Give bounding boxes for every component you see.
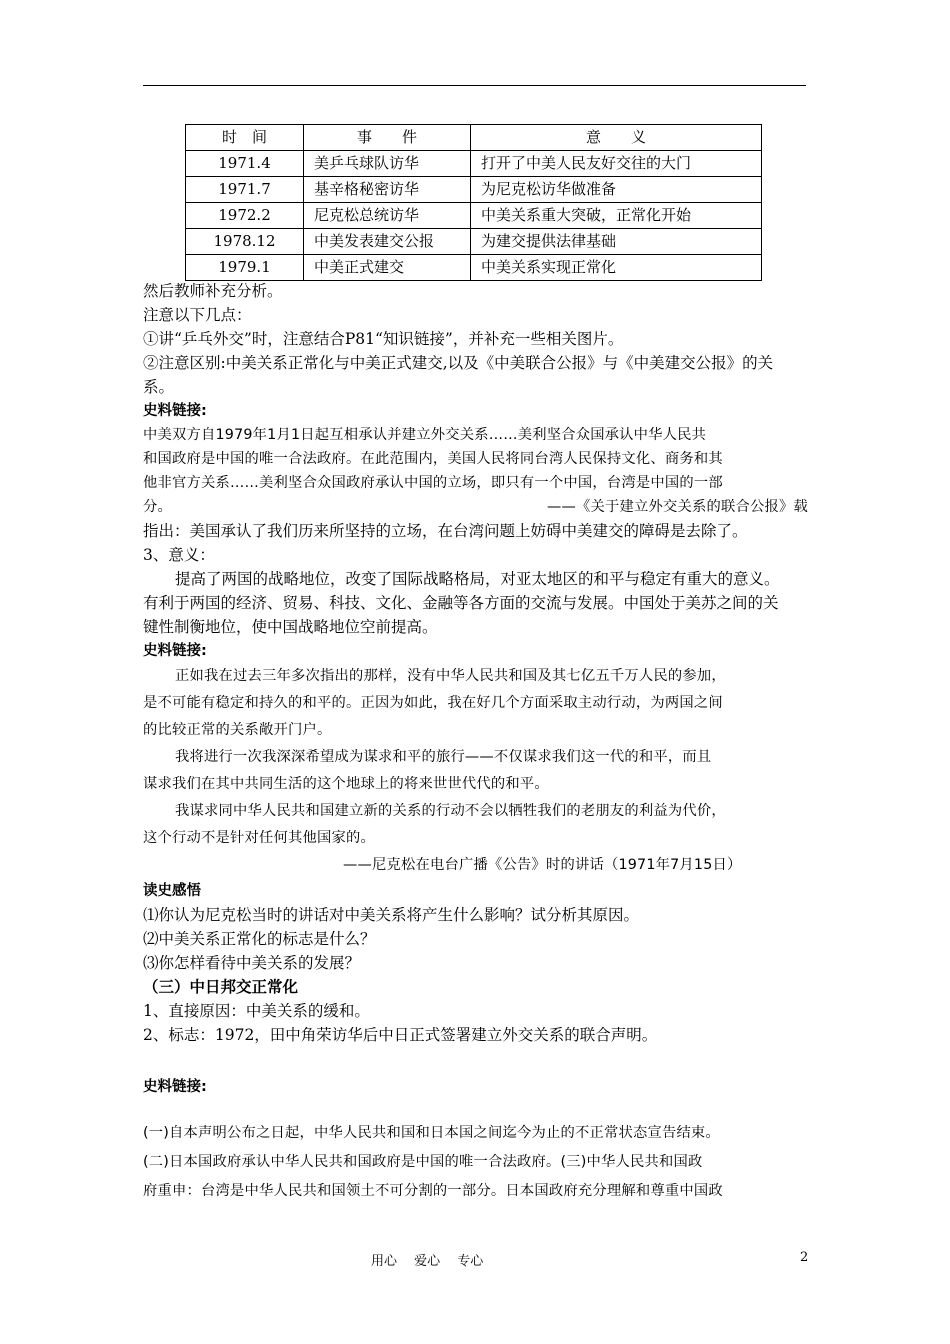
table-header-row bbox=[186, 125, 762, 151]
table-row bbox=[186, 255, 762, 281]
paragraph: 注意以下几点： bbox=[143, 306, 252, 324]
footer-motto: 用心 爱心 专心 bbox=[371, 1254, 484, 1269]
question-item: ⑵中美关系正常化的标志是什么？ bbox=[143, 930, 376, 948]
page-number: 2 bbox=[800, 1250, 809, 1265]
quote-line: 和国政府是中国的唯一合法政府。在此范围内，美国人民将同台湾人民保持文化、商务和其 bbox=[143, 451, 723, 467]
quote-line bbox=[143, 495, 808, 519]
table-row bbox=[186, 229, 762, 255]
cell-time: 1971.7 bbox=[186, 177, 304, 203]
paragraph: 1、直接原因：中美关系的缓和。 bbox=[143, 1002, 370, 1020]
notice-item: ②注意区别:中美关系正常化与中美正式建交,以及《中美联合公报》与《中美建交公报》的关 bbox=[143, 354, 774, 372]
cell-event: 中美正式建交 bbox=[304, 255, 471, 281]
cell-meaning: 为建交提供法律基础 bbox=[471, 229, 762, 255]
paragraph: 然后教师补充分析。 bbox=[143, 282, 283, 300]
cell-event: 美乒乓球队访华 bbox=[304, 151, 471, 177]
quote-line: 谋求我们在其中共同生活的这个地球上的将来世世代代的和平。 bbox=[143, 776, 549, 792]
quote-line: 府重申：台湾是中华人民共和国领土不可分割的一部分。日本国政府充分理解和尊重中国政 bbox=[143, 1183, 723, 1199]
header-event: 事 件 bbox=[304, 125, 471, 151]
quote-end: 分。 bbox=[143, 499, 172, 515]
paragraph: 提高了两国的战略地位，改变了国际战略格局，对亚太地区的和平与稳定有重大的意义。 bbox=[175, 570, 780, 588]
header-rule bbox=[143, 85, 806, 86]
table-row bbox=[186, 151, 762, 177]
quote-line: (二)日本国政府承认中华人民共和国政府是中国的唯一合法政府。(三)中华人民共和国政 bbox=[143, 1154, 703, 1170]
section-heading: 史料链接: bbox=[143, 643, 207, 659]
cell-meaning: 为尼克松访华做准备 bbox=[471, 177, 762, 203]
cell-meaning: 打开了中美人民友好交往的大门 bbox=[471, 151, 762, 177]
quote-source: ——尼克松在电台广播《公告》时的讲话（1971年7月15日） bbox=[343, 857, 742, 873]
quote-source: ——《关于建立外交关系的联合公报》载 bbox=[547, 499, 808, 515]
quote-line: 他非官方关系……美利坚合众国政府承认中国的立场，即只有一个中国，台湾是中国的一部 bbox=[143, 475, 723, 491]
cell-meaning: 中美关系实现正常化 bbox=[471, 255, 762, 281]
quote-line: 的比较正常的关系敞开门户。 bbox=[143, 722, 332, 738]
cell-time: 1979.1 bbox=[186, 255, 304, 281]
section-heading: 史料链接: bbox=[143, 1079, 207, 1095]
cell-time: 1972.2 bbox=[186, 203, 304, 229]
cell-event: 基辛格秘密访华 bbox=[304, 177, 471, 203]
spacer bbox=[143, 1047, 808, 1075]
quote-line: 我谋求同中华人民共和国建立新的关系的行动不会以牺牲我们的老朋友的利益为代价， bbox=[175, 803, 726, 819]
section-title: （三）中日邦交正常化 bbox=[143, 977, 299, 996]
paragraph: 指出：美国承认了我们历来所坚持的立场，在台湾问题上妨碍中美建交的障碍是去除了。 bbox=[143, 522, 748, 540]
quote-line: 这个行动不是针对任何其他国家的。 bbox=[143, 830, 375, 846]
header-meaning: 意 义 bbox=[471, 125, 762, 151]
section-heading: 史料链接: bbox=[143, 403, 207, 419]
quote-line: 我将进行一次我深深希望成为谋求和平的旅行——不仅谋求我们这一代的和平，而且 bbox=[175, 749, 712, 765]
cell-event: 中美发表建交公报 bbox=[304, 229, 471, 255]
table-row bbox=[186, 203, 762, 229]
table-row bbox=[186, 177, 762, 203]
subheading: 3、意义： bbox=[143, 546, 215, 564]
question-item: ⑴你认为尼克松当时的讲话对中美关系将产生什么影响？试分析其原因。 bbox=[143, 906, 640, 924]
question-item: ⑶你怎样看待中美关系的发展？ bbox=[143, 954, 361, 972]
cell-time: 1978.12 bbox=[186, 229, 304, 255]
paragraph: 键性制衡地位，使中国战略地位空前提高。 bbox=[143, 618, 438, 636]
cell-event: 尼克松总统访华 bbox=[304, 203, 471, 229]
quote-line: 中美双方自1979年1月1日起互相承认并建立外交关系……美利坚合众国承认中华人民共 bbox=[143, 427, 707, 443]
notice-item-continued: 系。 bbox=[143, 378, 175, 396]
quote-line: 正如我在过去三年多次指出的那样，没有中华人民共和国及其七亿五千万人民的参加， bbox=[175, 668, 726, 684]
quote-line: (一)自本声明公布之日起，中华人民共和国和日本国之间迄今为止的不正常状态宣告结束。 bbox=[143, 1125, 720, 1141]
quote-line: 是不可能有稳定和持久的和平的。正因为如此，我在好几个方面采取主动行动，为两国之间 bbox=[143, 695, 723, 711]
notice-item: ①讲“乒乓外交”时，注意结合P81“知识链接”，并补充一些相关图片。 bbox=[143, 330, 624, 348]
cell-meaning: 中美关系重大突破，正常化开始 bbox=[471, 203, 762, 229]
spacer bbox=[143, 1099, 808, 1119]
cell-time: 1971.4 bbox=[186, 151, 304, 177]
paragraph: 2、标志：1972，田中角荣访华后中日正式签署建立外交关系的联合声明。 bbox=[143, 1026, 658, 1044]
events-table bbox=[185, 124, 762, 281]
document-body bbox=[143, 279, 808, 1206]
paragraph: 有利于两国的经济、贸易、科技、文化、金融等各方面的交流与发展。中国处于美苏之间的关 bbox=[143, 594, 779, 612]
header-time: 时 间 bbox=[186, 125, 304, 151]
section-heading: 读史感悟 bbox=[143, 883, 201, 899]
